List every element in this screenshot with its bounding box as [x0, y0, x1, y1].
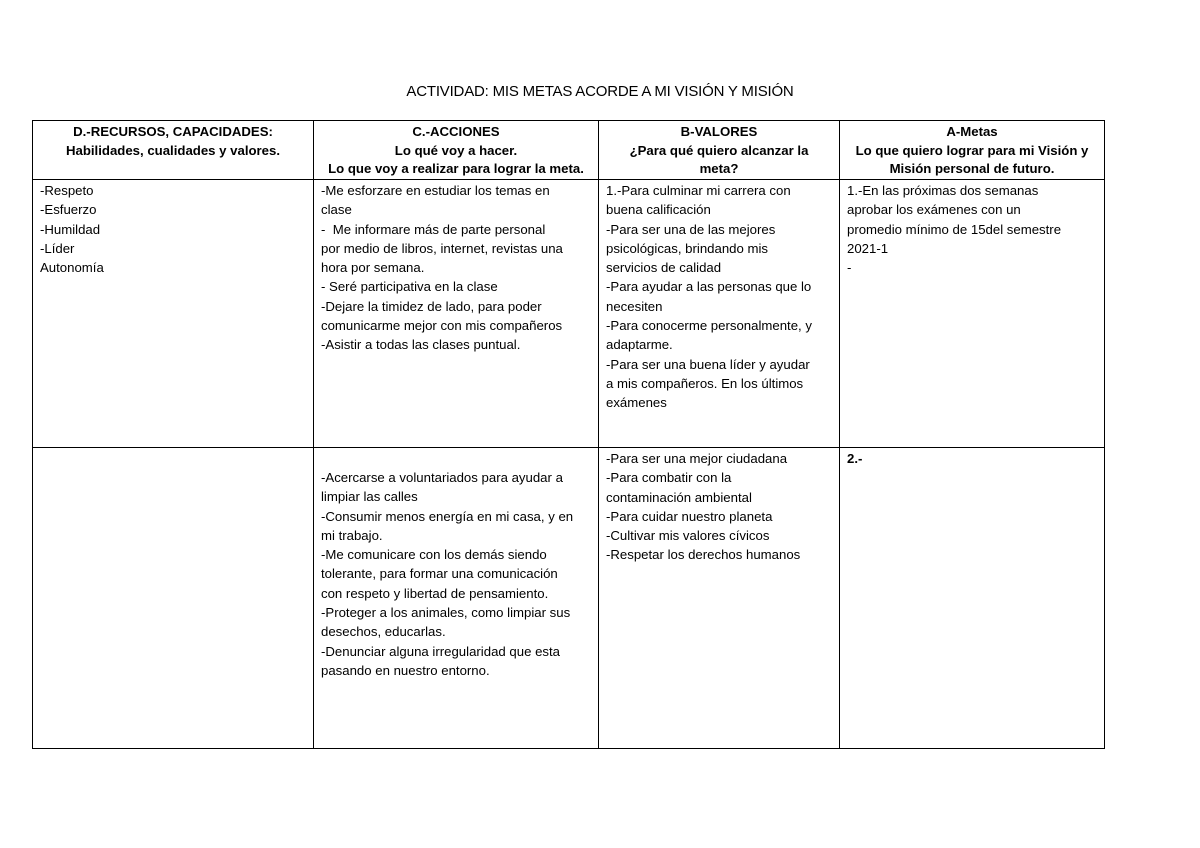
cell-text-line: limpiar las calles: [321, 489, 418, 505]
header-subtitle: meta?: [699, 161, 739, 176]
cell-text-line: -Para cuidar nuestro planeta: [606, 508, 773, 524]
cell-acciones: [314, 448, 599, 749]
cell-text-line: -Para ser una de las mejores: [606, 221, 776, 237]
cell-text-line: desechos, educarlas.: [321, 624, 446, 640]
cell-valores: [599, 448, 840, 749]
cell-text-line: aprobar los exámenes con un: [847, 202, 1021, 218]
cell-text-line: -Proteger a los animales, como limpiar sus: [321, 605, 571, 621]
cell-text-line: hora por semana.: [321, 260, 425, 276]
cell-text-line: promedio mínimo de 15del semestre: [847, 221, 1062, 237]
cell-metas: [840, 180, 1105, 448]
header-subtitle: Lo qué voy a hacer.: [394, 142, 518, 158]
cell-text-line: -Cultivar mis valores cívicos: [606, 528, 770, 544]
cell-text-line: necesiten: [606, 298, 663, 314]
goals-table: [32, 120, 1105, 749]
cell-text-line: - Me informare más de parte personal: [321, 221, 546, 237]
cell-text-line: pasando en nuestro entorno.: [321, 662, 490, 678]
cell-text-line: -Dejare la timidez de lado, para poder: [321, 298, 542, 314]
table-row: [33, 180, 1105, 448]
cell-text-line: -Respeto: [40, 183, 94, 198]
cell-text-line: 2.-: [847, 451, 863, 466]
cell-text-line: 2021-1: [847, 240, 889, 256]
table-row: [33, 448, 1105, 749]
cell-text-line: con respeto y libertad de pensamiento.: [321, 585, 549, 601]
cell-text-line: -Esfuerzo: [40, 202, 97, 218]
cell-text-line: a mis compañeros. En los últimos: [606, 375, 804, 391]
cell-text-line: -Consumir menos energía en mi casa, y en: [321, 508, 574, 524]
header-title: C.-ACCIONES: [412, 124, 500, 139]
header-subtitle: ¿Para qué quiero alcanzar la: [629, 142, 809, 158]
header-title: A-Metas: [946, 124, 998, 139]
cell-text-line: comunicarme mejor con mis compañeros: [321, 318, 563, 334]
cell-text-line: exámenes: [606, 395, 667, 411]
header-subtitle: Lo que voy a realizar para lograr la meta.: [328, 161, 584, 176]
cell-text-line: -Humildad: [40, 221, 101, 237]
cell-text-line: mi trabajo.: [321, 527, 383, 543]
document-title: ACTIVIDAD: MIS METAS ACORDE A MI VISIÓN Y MISIÓN: [406, 83, 794, 100]
cell-text-line: -Para ayudar a las personas que lo: [606, 279, 812, 295]
table-header-row: [33, 121, 1105, 180]
cell-text-line: -Me esforzare en estudiar los temas en: [321, 183, 550, 198]
header-subtitle: Habilidades, cualidades y valores.: [65, 142, 281, 158]
cell-text-line: contaminación ambiental: [606, 489, 752, 505]
cell-text-line: por medio de libros, internet, revistas una: [321, 240, 563, 256]
header-metas: [840, 121, 1105, 180]
header-subtitle: Misión personal de futuro.: [889, 161, 1055, 176]
cell-text-line: servicios de calidad: [606, 260, 722, 276]
header-subtitle: Lo que quiero lograr para mi Visión y: [855, 142, 1089, 158]
cell-text-line: -Para ser una buena líder y ayudar: [606, 356, 810, 372]
cell-text-line: -Líder: [40, 240, 75, 256]
cell-text-line: buena calificación: [606, 202, 711, 218]
header-title: B-VALORES: [680, 124, 758, 139]
cell-acciones: [314, 180, 599, 448]
header-acciones: [314, 121, 599, 180]
cell-recursos: [33, 180, 314, 448]
cell-text-line: tolerante, para formar una comunicación: [321, 566, 558, 582]
cell-text-line: psicológicas, brindando mis: [606, 240, 768, 256]
cell-text-line: -Asistir a todas las clases puntual.: [321, 337, 521, 353]
cell-text-line: -Para ser una mejor ciudadana: [606, 451, 788, 466]
cell-text-line: -Respetar los derechos humanos: [606, 547, 801, 563]
cell-text-line: Autonomía: [40, 260, 104, 276]
cell-text-line: clase: [321, 202, 352, 218]
header-valores: [599, 121, 840, 180]
header-recursos: [33, 121, 314, 180]
cell-text-line: -Acercarse a voluntariados para ayudar a: [321, 470, 563, 485]
cell-text-line: -Denunciar alguna irregularidad que esta: [321, 643, 560, 659]
cell-text-line: 1.-En las próximas dos semanas: [847, 183, 1039, 198]
cell-text-line: -Me comunicare con los demás siendo: [321, 547, 547, 563]
cell-text-line: -: [847, 260, 852, 276]
cell-valores: [599, 180, 840, 448]
cell-recursos: [33, 448, 314, 749]
cell-text-line: -Para combatir con la: [606, 470, 732, 486]
header-title: D.-RECURSOS, CAPACIDADES:: [73, 124, 273, 139]
cell-metas: [840, 448, 1105, 749]
cell-text-line: 1.-Para culminar mi carrera con: [606, 183, 791, 198]
cell-text-line: -Para conocerme personalmente, y: [606, 318, 812, 334]
cell-text-line: adaptarme.: [606, 337, 673, 353]
cell-text-line: - Seré participativa en la clase: [321, 279, 498, 295]
